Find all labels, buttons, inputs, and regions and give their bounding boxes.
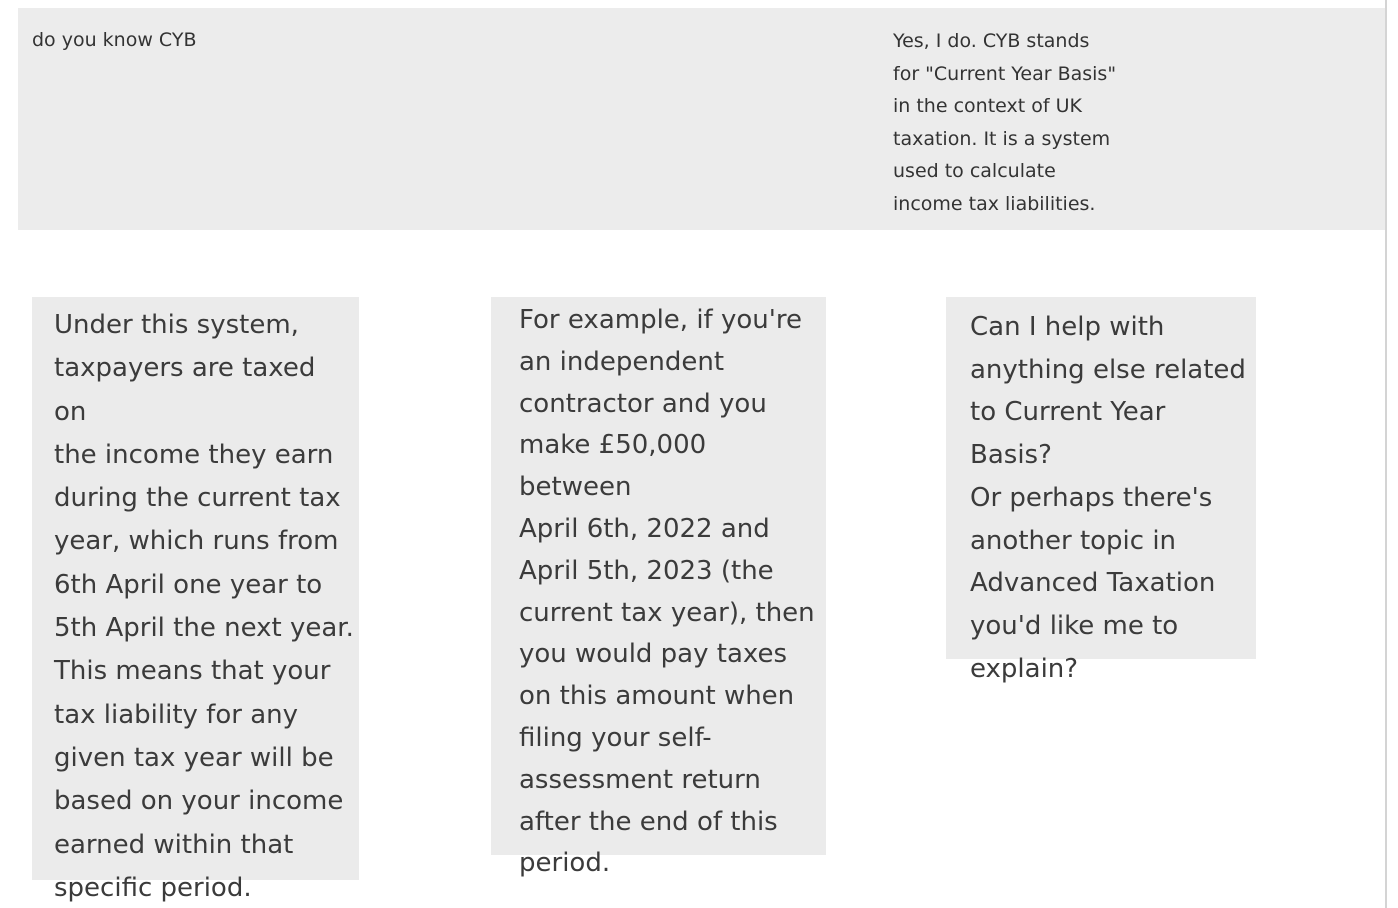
card-text: Under this system, taxpayers are taxed on the income they earn during the current tax year, which runs from 6th April one year to 5th April the next year. This means that your tax liability for any given tax year will be based on your income earned within that specific period. — [54, 310, 354, 903]
card-text: For example, if you're an independent contractor and you make £50,000 between April 6th, 2022 and April 5th, 2023 (the current tax year), then you would pay taxes on this amount when filing your self- assessment return after the end of this period. — [519, 305, 815, 879]
scrollbar-track[interactable] — [1385, 0, 1387, 908]
explanation-card — [32, 297, 359, 903]
user-message: do you know CYB — [32, 29, 197, 51]
example-card — [491, 297, 826, 879]
follow-up-card — [946, 297, 1256, 684]
message-row — [18, 8, 1385, 230]
card-text: Can I help with anything else related to Current Year Basis? Or perhaps there's another topic in Advanced Taxation you'd like me to explain? — [970, 312, 1246, 684]
assistant-reply: Yes, I do. CYB stands for "Current Year Basis" in the context of UK taxation. It is a system used to calculate income tax liabilities. — [893, 30, 1117, 215]
